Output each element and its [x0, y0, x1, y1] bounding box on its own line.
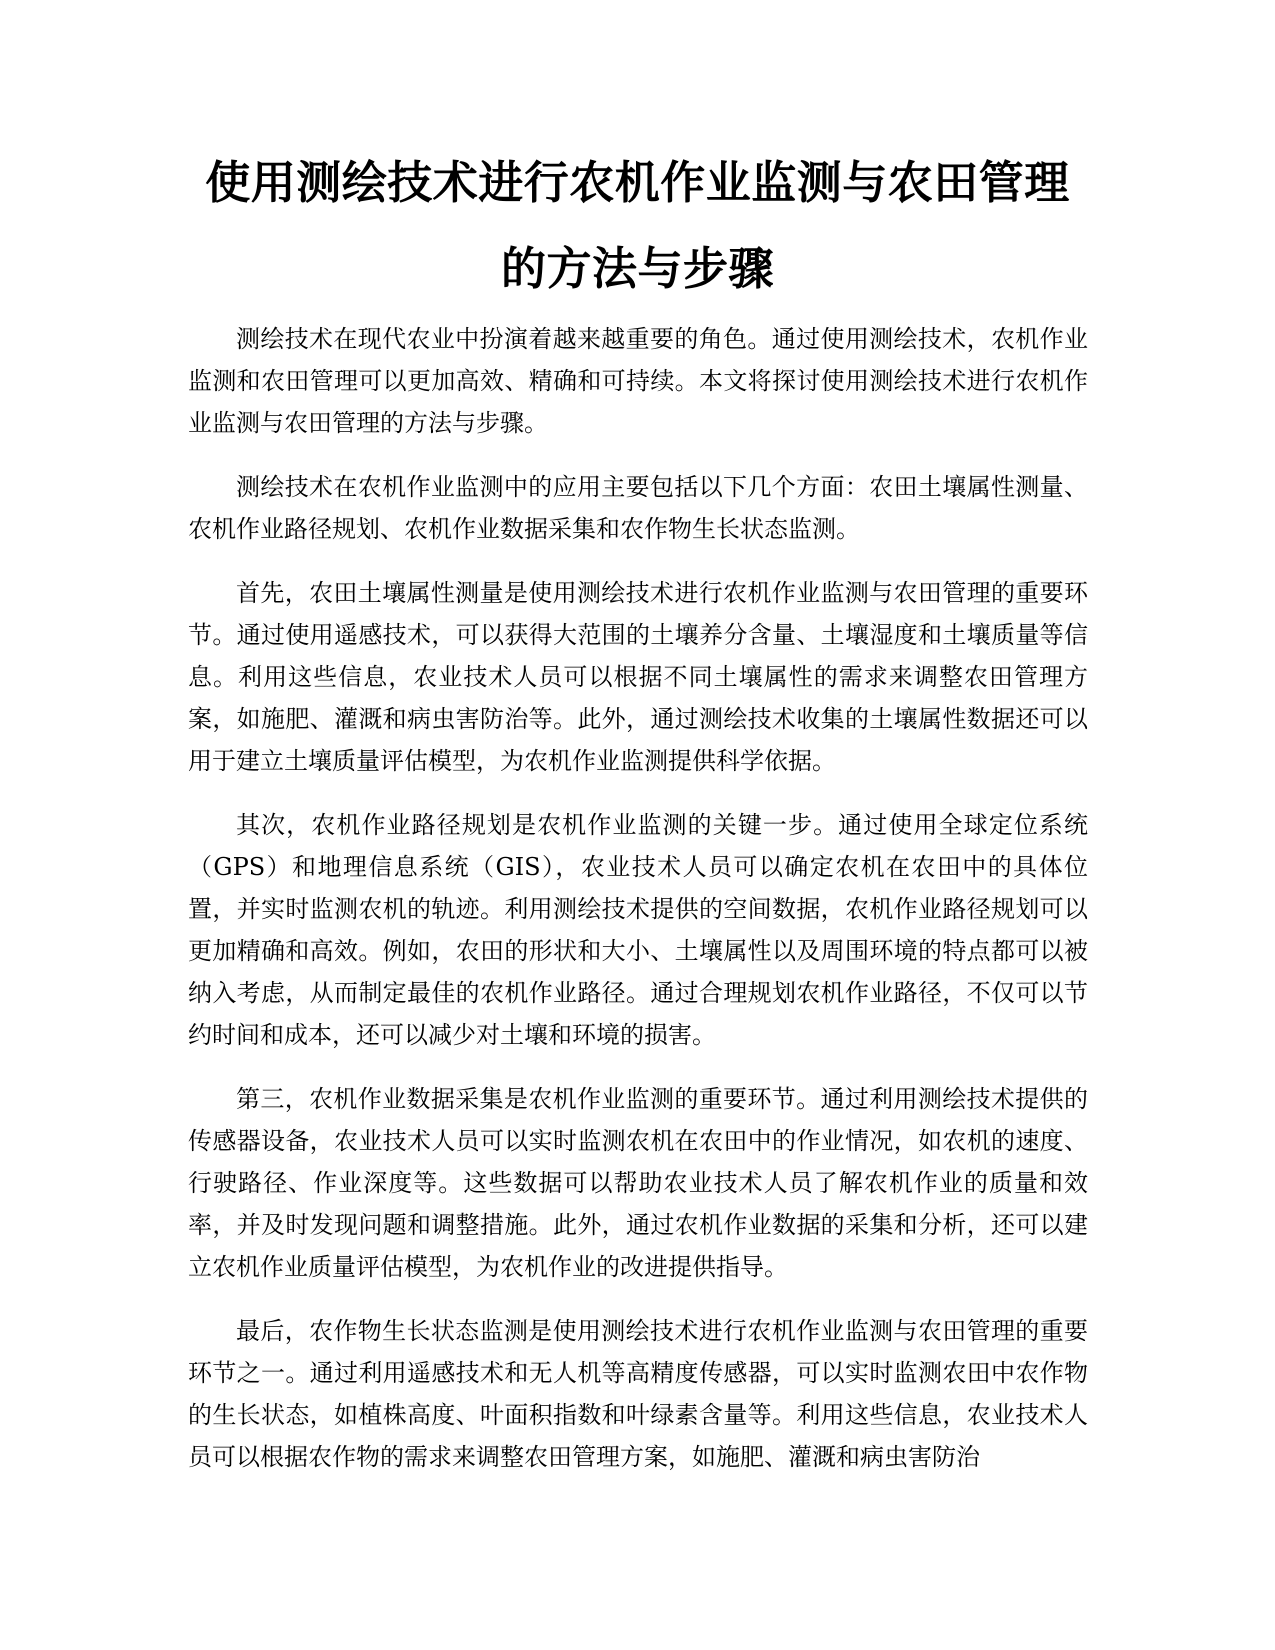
page-title [150, 140, 1125, 312]
paragraph-overview: 测绘技术在农机作业监测中的应用主要包括以下几个方面：农田土壤属性测量、农机作业路径规划、农机作业数据采集和农作物生长状态监测。 [188, 473, 1088, 543]
paragraph-data-collection: 第三，农机作业数据采集是农机作业监测的重要环节。通过利用测绘技术提供的传感器设备，农业技术人员可以实时监测农机在农田中的作业情况，如农机的速度、行驶路径、作业深度等。这些数据可以帮助农业技术人员了解农机作业的质量和效率，并及时发现问题和调整措施。此外，通过农机作业数据的采集和分析，还可以建立农机作业质量评估模型，为农机作业的改进提供指导。 [188, 1085, 1088, 1281]
paragraph-intro: 测绘技术在现代农业中扮演着越来越重要的角色。通过使用测绘技术，农机作业监测和农田管理可以更加高效、精确和可持续。本文将探讨使用测绘技术进行农机作业监测与农田管理的方法与步骤。 [188, 325, 1088, 437]
title-line-2: 的方法与步骤 [500, 242, 774, 295]
title-line-1: 使用测绘技术进行农机作业监测与农田管理 [205, 156, 1070, 209]
document-body [188, 318, 1088, 1500]
paragraph-crop-monitoring: 最后，农作物生长状态监测是使用测绘技术进行农机作业监测与农田管理的重要环节之一。通过利用遥感技术和无人机等高精度传感器，可以实时监测农田中农作物的生长状态，如植株高度、叶面积指数和叶绿素含量等。利用这些信息，农业技术人员可以根据农作物的需求来调整农田管理方案，如施肥、灌溉和病虫害防治 [188, 1317, 1088, 1471]
paragraph-path-planning: 其次，农机作业路径规划是农机作业监测的关键一步。通过使用全球定位系统（GPS）和地理信息系统（GIS），农业技术人员可以确定农机在农田中的具体位置，并实时监测农机的轨迹。利用测绘技术提供的空间数据，农机作业路径规划可以更加精确和高效。例如，农田的形状和大小、土壤属性以及周围环境的特点都可以被纳入考虑，从而制定最佳的农机作业路径。通过合理规划农机作业路径，不仅可以节约时间和成本，还可以减少对土壤和环境的损害。 [188, 811, 1088, 1049]
paragraph-soil-measurement: 首先，农田土壤属性测量是使用测绘技术进行农机作业监测与农田管理的重要环节。通过使用遥感技术，可以获得大范围的土壤养分含量、土壤湿度和土壤质量等信息。利用这些信息，农业技术人员可以根据不同土壤属性的需求来调整农田管理方案，如施肥、灌溉和病虫害防治等。此外，通过测绘技术收集的土壤属性数据还可以用于建立土壤质量评估模型，为农机作业监测提供科学依据。 [188, 579, 1088, 775]
